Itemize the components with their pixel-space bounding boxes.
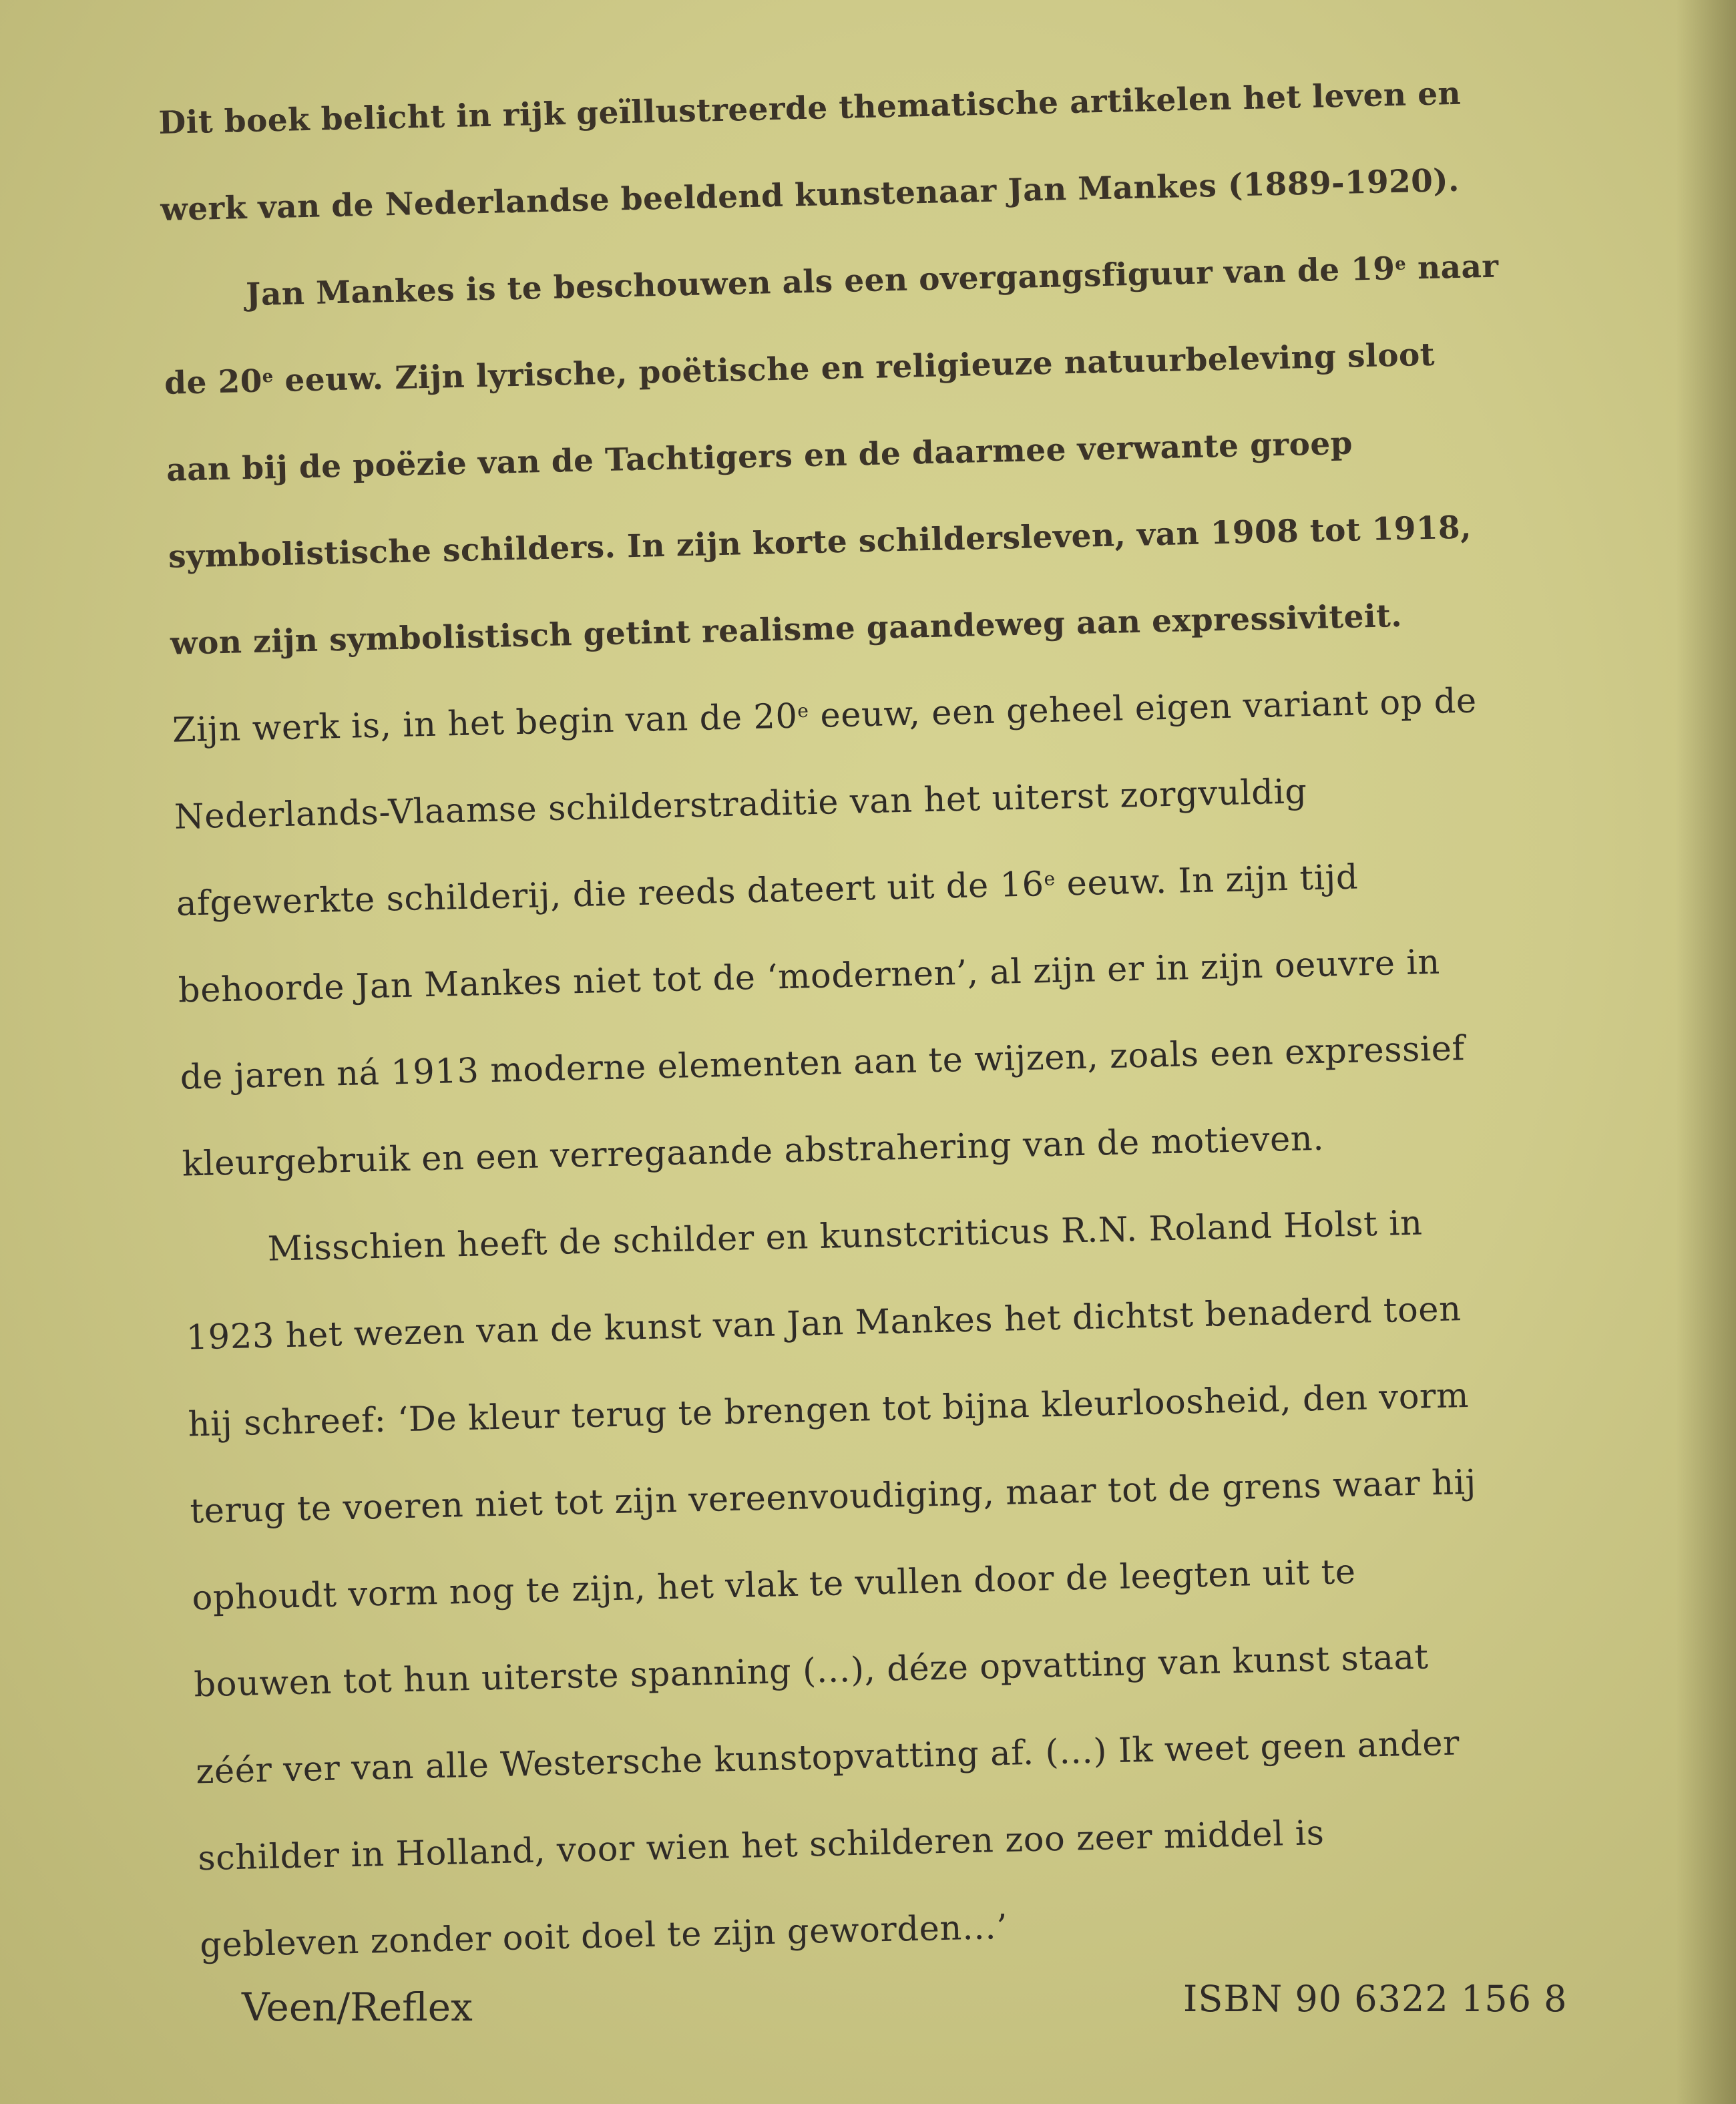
text-run: eeuw. In zijn tijd <box>1066 857 1359 904</box>
isbn-number: ISBN 90 6322 156 8 <box>1183 1978 1568 2020</box>
text-line: Dit boek belicht in rijk geïllustreerde thematische artikelen het leven en <box>158 75 1462 142</box>
text-line: aan bij de poëzie van de Tachtigers en de daarmee verwante groep <box>166 425 1353 489</box>
text-line: Misschien heeft de schilder en kunstcriticus R.N. Roland Holst in <box>267 1203 1424 1269</box>
text-line: werk van de Nederlandse beeldend kunstenaar Jan Mankes (1889-1920). <box>160 162 1460 228</box>
text-line: kleurgebruik en een verregaande abstrahering van de motieven. <box>182 1118 1325 1185</box>
text-line: ophoudt vorm nog te zijn, het vlak te vullen door de leegten uit te <box>191 1552 1357 1619</box>
text-line: 1923 het wezen van de kunst van Jan Mankes het dichtst benaderd toen <box>186 1289 1462 1358</box>
text-line: de jaren ná 1913 moderne elementen aan te wijzen, zoals een expressief <box>180 1028 1466 1098</box>
text-line: hij schreef: ‘De kleur terug te brengen tot bijna kleurloosheid, den vorm <box>188 1376 1470 1445</box>
ordinal-suffix: e <box>1044 867 1056 890</box>
back-cover-text <box>158 49 1562 1990</box>
text-line: symbolistische schilders. In zijn korte schildersleven, van 1908 tot 1918, <box>168 509 1472 576</box>
text-line: schilder in Holland, voor wien het schilderen zoo zeer middel is <box>197 1814 1325 1879</box>
text-run: naar <box>1417 248 1500 287</box>
text-line: behoorde Jan Mankes niet tot de ‘modernen’, al zijn er in zijn oeuvre in <box>178 942 1441 1011</box>
text-line: Nederlands-Vlaamse schilderstraditie van het uiterst zorgvuldig <box>174 772 1308 837</box>
text-run: de 20 <box>164 363 263 402</box>
text-line: bouwen tot hun uiterste spanning (…), déze opvatting van kunst staat <box>193 1637 1430 1705</box>
text-run: Zijn werk is, in het begin van de 20 <box>172 696 799 751</box>
page-edge-shadow <box>1676 0 1736 2104</box>
text-line: gebleven zonder ooit doel te zijn geworden…’ <box>199 1907 1008 1966</box>
text-run: afgewerkte schilderij, die reeds dateert uit de 16 <box>176 865 1045 924</box>
text-run: eeuw, een geheel eigen variant op de <box>819 681 1478 736</box>
ordinal-suffix: e <box>797 699 809 722</box>
text-line: zéér ver van alle Westersche kunstopvatting af. (…) Ik weet geen ander <box>195 1723 1460 1792</box>
text-line: terug te voeren niet tot zijn vereenvoudiging, maar tot de grens waar hij <box>189 1462 1477 1532</box>
publisher-name: Veen/Reflex <box>242 1984 473 2030</box>
text-run: Jan Mankes is te beschouwen als een overgangsfiguur van de 19 <box>245 250 1396 314</box>
text-run: eeuw. Zijn lyrische, poëtische en religieuze natuurbeleving sloot <box>284 336 1436 399</box>
ordinal-suffix: e <box>1394 254 1407 274</box>
ordinal-suffix: e <box>262 366 274 387</box>
text-line: won zijn symbolistisch getint realisme gaandeweg aan expressiviteit. <box>170 597 1403 662</box>
